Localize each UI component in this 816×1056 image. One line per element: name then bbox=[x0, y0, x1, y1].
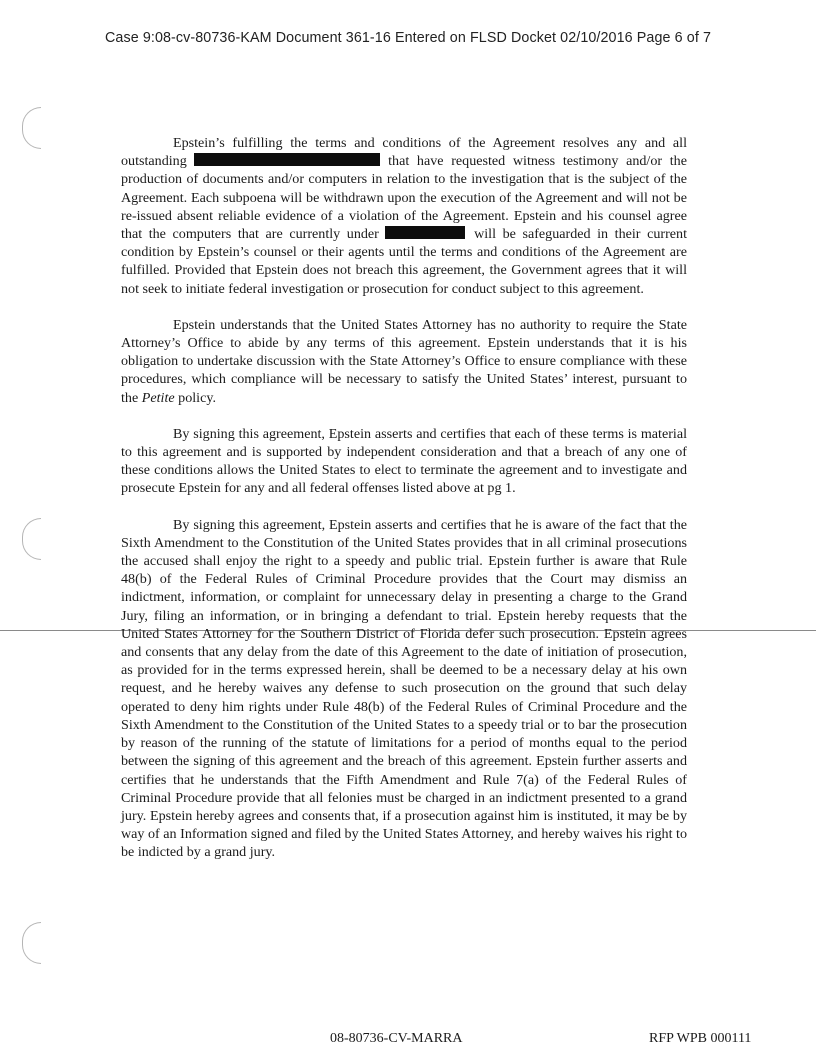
redaction-box bbox=[385, 226, 465, 239]
p1-text-a: Epstein’s fulfilling the terms and conditions of the Agreement resolves any and all outstanding bbox=[121, 135, 687, 170]
redaction-box bbox=[194, 153, 380, 166]
p2-text-a: Epstein understands that the United States Attorney has no authority to require the State Attorney’s Office to abide by any terms of this agreement. Epstein understands that it is his obligation to undertake discussion with the State Attorney’s Office to ensure compliance with these procedures, which compliance will be necessary to satisfy the United States’ interest, pursuant to the bbox=[121, 316, 687, 406]
paragraph-speedy-trial: By signing this agreement, Epstein asserts and certifies that he is aware of the fact that the Sixth Amendment to the Constitution of the United States provides that in all criminal prosecutions the accused shall enjoy the right to a speedy and public trial. Epstein further is aware that Rule 48(b) of the Federal Rules of Criminal Procedure provides that the Court may dismiss an indictment, information, or complaint for unnecessary delay in presenting a charge to the Grand Jury, filing an information, or in bringing a defendant to trial. Epstein hereby requests that the United States Attorney for the Southern District of Florida defer such prosecution. Epstein agrees and consents that any delay from the date of this Agreement to the date of initiation of prosecution, as provided for in the terms expressed herein, shall be deemed to be a necessary delay at his own request, and he hereby waives any defense to such prosecution on the ground that such delay operated to deny him rights under Rule 48(b) of the Federal Rules of Criminal Procedure and the Sixth Amendment to the Constitution of the United States to a speedy trial or to bar the prosecution by reason of the running of the statute of limitations for a period of months equal to the period between the signing of this agreement and the breach of this agreement. Epstein further asserts and certifies that he understands that the Fifth Amendment and Rule 7(a) of the Federal Rules of Criminal Procedure provide that all felonies must be charged in an indictment presented to a grand jury. Epstein hereby agrees and consents that, if a prosecution against him is instituted, it may be by way of an Information signed and filed by the United States Attorney, and hereby waives his right to be indicted by a grand jury. bbox=[121, 516, 687, 861]
p2-italic: Petite bbox=[141, 389, 175, 406]
p1-text-c: will be safeguarded in their current condition by Epstein’s counsel or their agents until the terms and conditions of the Agreement are fulfilled. Provided that Epstein does not breach this agreement, the Government agrees that it will not seek to initiate federal investigation or prosecution for conduct subject to this agreement. bbox=[121, 226, 687, 297]
p2-text-b: policy. bbox=[178, 389, 216, 406]
punch-hole-bottom bbox=[22, 922, 41, 964]
docket-header: Case 9:08-cv-80736-KAM Document 361-16 Entered on FLSD Docket 02/10/2016 Page 6 of 7 bbox=[104, 30, 712, 46]
paragraph-material-terms: By signing this agreement, Epstein asserts and certifies that each of these terms is material to this agreement and is supported by independent consideration and that a breach of any one of these conditions allows the United States to elect to terminate the agreement and to investigate and prosecute Epstein for any and all federal offenses listed above at pg 1. bbox=[121, 425, 687, 497]
agreement-body bbox=[121, 134, 687, 880]
footer-case-number: 08-80736-CV-MARRA bbox=[330, 1031, 463, 1046]
punch-hole-top bbox=[22, 107, 41, 149]
paragraph-state-attorney bbox=[121, 316, 687, 407]
paragraph-subpoenas bbox=[121, 134, 687, 298]
footer-bates-number: RFP WPB 000111 bbox=[649, 1031, 752, 1046]
punch-hole-middle bbox=[22, 518, 41, 560]
p1-text-b: that have requested witness testimony and/or the production of documents and/or computers in relation to the investigation that is the subject of the Agreement. Each subpoena will be withdrawn upon the execution of the Agreement and will not be re-issued absent reliable evidence of a violation of the Agreement. Epstein and his counsel agree that the computers that are currently under bbox=[121, 153, 687, 243]
